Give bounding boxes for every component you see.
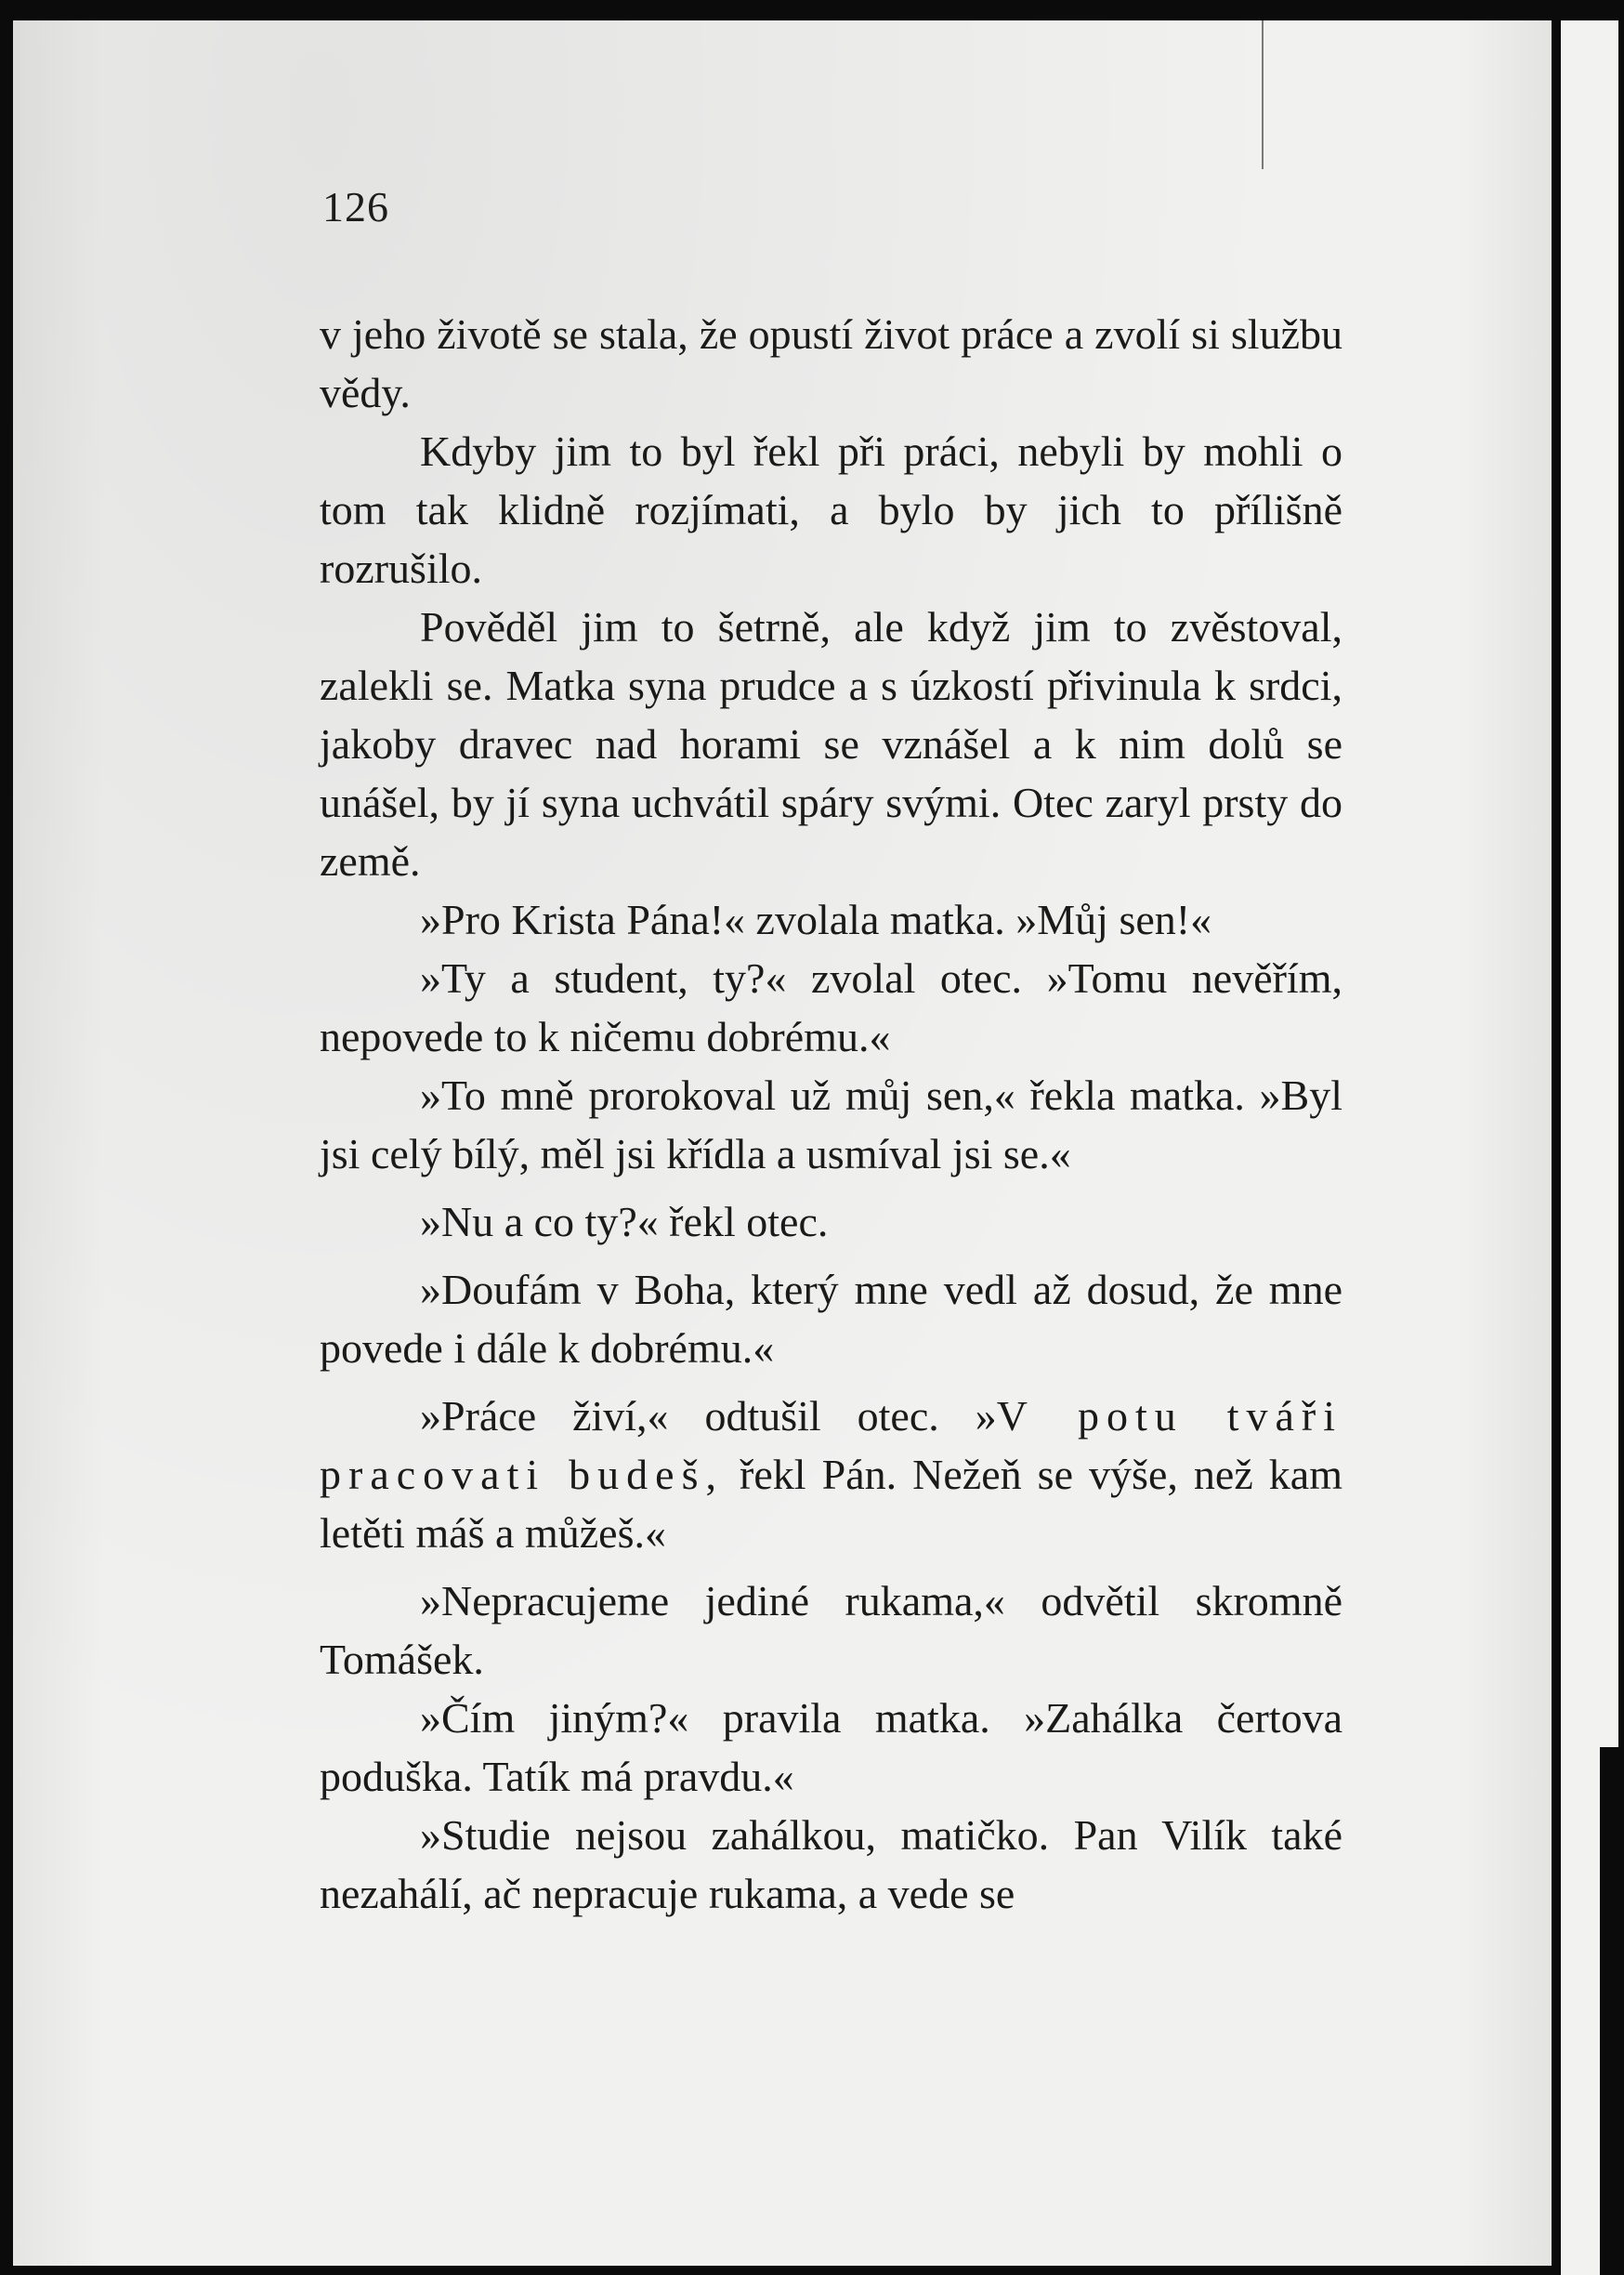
paragraph-9-start: »Práce živí,« odtušil otec. » xyxy=(420,1392,997,1440)
paragraph-2: Kdyby jim to byl řekl při práci, nebyli by mohli o tom tak klidně rozjímati, a bylo by jich to přílišně rozrušilo. xyxy=(320,427,1342,592)
paragraph-7: »Nu a co ty?« řekl otec. xyxy=(420,1198,829,1245)
paragraph-12: »Studie nejsou zahálkou, matičko. Pan Vilík také nezahálí, ač nepracuje rukama, a vede se xyxy=(320,1811,1342,1917)
paragraph-8: »Doufám v Boha, který mne vedl až dosud, že mne povede i dále k dobrému.« xyxy=(320,1266,1342,1372)
page-edge-shadow xyxy=(1600,1747,1620,2275)
paragraph-9-spaced-quote: V potu tváři pracovati budeš, xyxy=(320,1392,1342,1498)
paragraph-1: v jeho životě se stala, že opustí život práce a zvolí si službu vědy. xyxy=(320,310,1342,416)
paragraph-10: »Nepracujeme jediné rukama,« odvětil skromně Tomášek. xyxy=(320,1577,1342,1683)
page-crease-line xyxy=(1262,20,1264,169)
paragraph-11: »Čím jiným?« pravila matka. »Zahálka čertova poduška. Tatík má pravdu.« xyxy=(320,1694,1342,1800)
body-text xyxy=(320,305,1342,1923)
paragraph-3: Pověděl jim to šetrně, ale když jim to zvěstoval, zalekli se. Matka syna prudce a s úzkostí přivinula k srdci, jakoby dravec nad horami se vznášel a k nim dolů se unášel, by jí syna uchvátil spáry svými. Otec zaryl prsty do země. xyxy=(320,603,1342,885)
paragraph-9 xyxy=(320,1387,1342,1562)
paragraph-9-end: řekl Pán. Nežeň se výše, než kam letěti máš a můžeš.« xyxy=(320,1451,1342,1557)
page-number: 126 xyxy=(322,183,389,230)
paragraph-5: »Ty a student, ty?« zvolal otec. »Tomu nevěřím, nepovede to k ničemu dobrému.« xyxy=(320,954,1342,1060)
paragraph-6: »To mně prorokoval už můj sen,« řekla matka. »Byl jsi celý bílý, měl jsi křídla a usmíval jsi se.« xyxy=(320,1072,1342,1177)
paragraph-4: »Pro Krista Pána!« zvolala matka. »Můj sen!« xyxy=(420,896,1212,943)
